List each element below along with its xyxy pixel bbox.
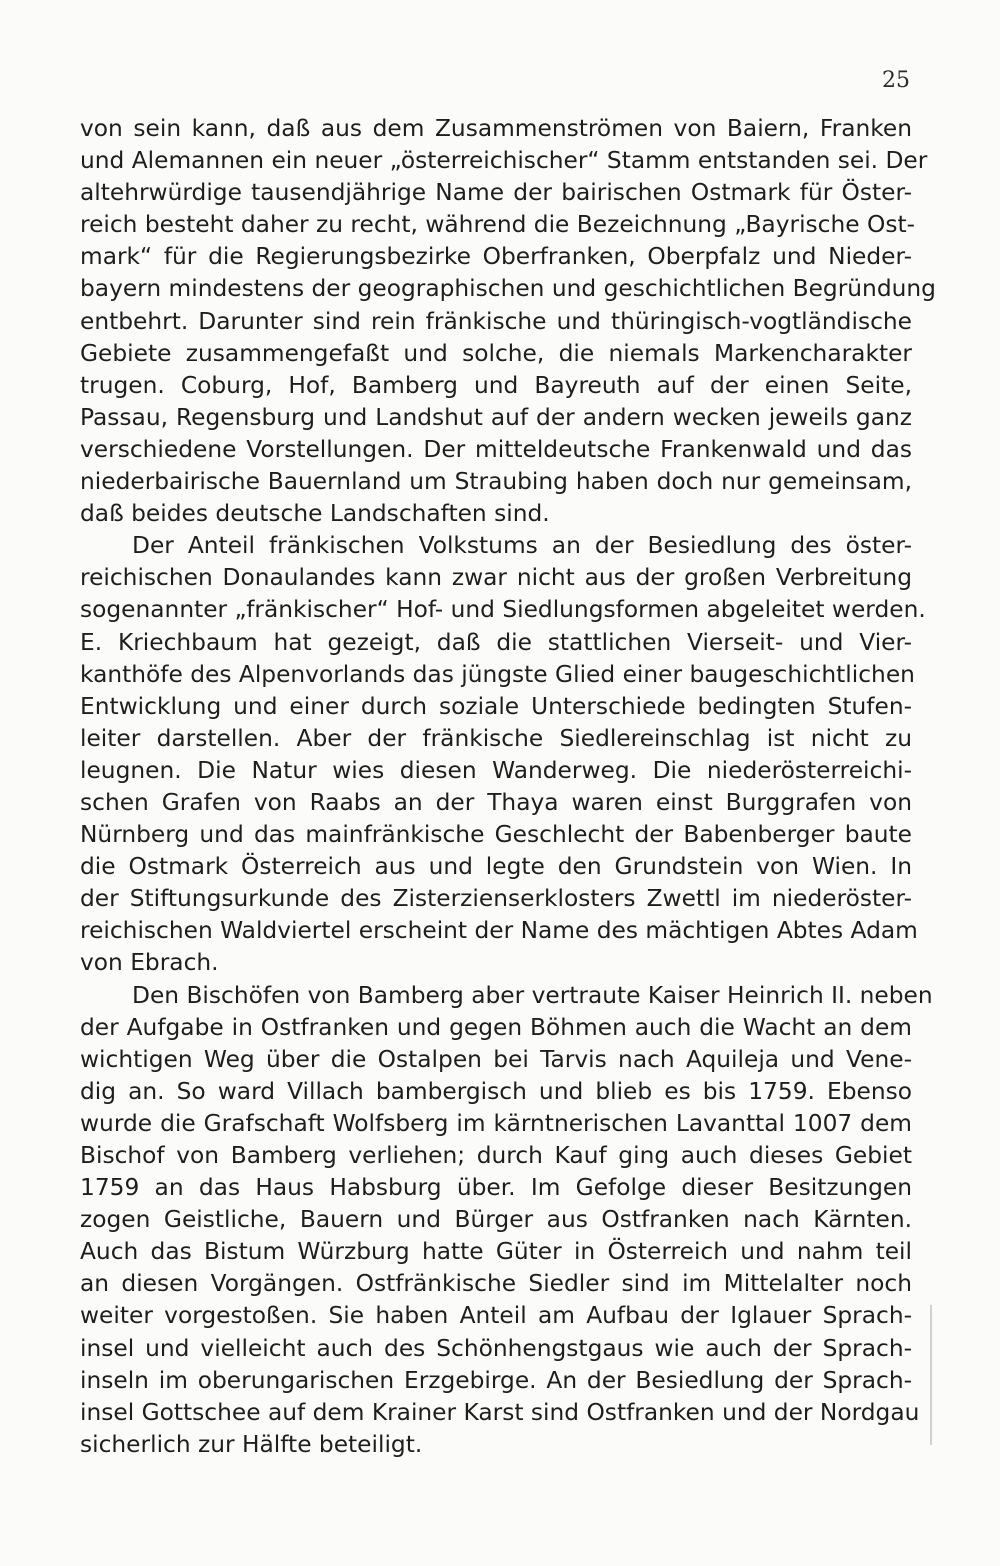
- text-line: sicherlich zur Hälfte beteiligt.: [80, 1430, 423, 1458]
- text-line: von Ebrach.: [80, 949, 219, 977]
- text-line: insel Gottschee auf dem Krainer Karst sind Ostfranken und der Nordgau: [80, 1398, 920, 1426]
- text-line: der Stiftungsurkunde des Zisterzienserklosters Zwettl im niederöster-: [80, 885, 912, 913]
- text-line: an diesen Vorgängen. Ostfränkische Siedler sind im Mittelalter noch: [80, 1270, 912, 1298]
- text-line: insel und vielleicht auch des Schönhengstgaus wie auch der Sprach-: [80, 1334, 912, 1362]
- text-line: E. Kriechbaum hat gezeigt, daß die stattlichen Vierseit- und Vier-: [80, 628, 912, 656]
- text-line: bayern mindestens der geographischen und geschichtlichen Begründung: [80, 275, 936, 303]
- text-line: reich besteht daher zu recht, während die Bezeichnung „Bayrische Ost-: [80, 211, 916, 239]
- text-line: 1759 an das Haus Habsburg über. Im Gefolge dieser Besitzungen: [80, 1174, 912, 1202]
- text-line: leugnen. Die Natur wies diesen Wanderweg. Die niederösterreichi-: [80, 756, 912, 784]
- text-line: Nürnberg und das mainfränkische Geschlecht der Babenberger baute: [80, 821, 912, 849]
- text-line: Passau, Regensburg und Landshut auf der andern wecken jeweils ganz: [80, 403, 912, 431]
- text-line: Der Anteil fränkischen Volkstums an der Besiedlung des öster-: [132, 532, 912, 560]
- text-line: entbehrt. Darunter sind rein fränkische und thüringisch-vogtländische: [80, 307, 912, 335]
- text-line: leiter darstellen. Aber der fränkische Siedlereinschlag ist nicht zu: [80, 724, 912, 752]
- text-line: Entwicklung und einer durch soziale Unterschiede bedingten Stufen-: [80, 692, 912, 720]
- paragraph-1: [80, 113, 936, 530]
- paragraph-2: [80, 530, 926, 979]
- text-line: inseln im oberungarischen Erzgebirge. An der Besiedlung der Sprach-: [80, 1366, 912, 1394]
- text-line: altehrwürdige tausendjährige Name der bairischen Ostmark für Öster-: [80, 179, 912, 207]
- text-line: verschiedene Vorstellungen. Der mitteldeutsche Frankenwald und das: [80, 435, 912, 463]
- page-number: 25: [882, 68, 910, 93]
- text-line: von sein kann, daß aus dem Zusammenströmen von Baiern, Franken: [80, 115, 912, 142]
- text-line: der Aufgabe in Ostfranken und gegen Böhmen auch die Wacht an dem: [80, 1013, 912, 1041]
- text-line: weiter vorgestoßen. Sie haben Anteil am Aufbau der Iglauer Sprach-: [80, 1302, 912, 1330]
- text-line: dig an. So ward Villach bambergisch und blieb es bis 1759. Ebenso: [80, 1077, 912, 1105]
- text-line: sogenannter „fränkischer“ Hof- und Siedlungsformen abgeleitet werden.: [80, 596, 926, 624]
- text-line: trugen. Coburg, Hof, Bamberg und Bayreuth auf der einen Seite,: [80, 371, 912, 399]
- margin-mark: [930, 1305, 932, 1445]
- text-line: und Alemannen ein neuer „österreichischer“ Stamm entstanden sei. Der: [80, 147, 928, 175]
- text-line: reichischen Donaulandes kann zwar nicht aus der großen Verbreitung: [80, 564, 912, 592]
- text-line: Gebiete zusammengefaßt und solche, die niemals Markencharakter: [80, 339, 912, 367]
- paragraph-3: [80, 980, 933, 1461]
- text-line: wichtigen Weg über die Ostalpen bei Tarvis nach Aquileja und Vene-: [80, 1045, 912, 1073]
- text-line: kanthöfe des Alpenvorlands das jüngste Glied einer baugeschichtlichen: [80, 660, 915, 688]
- text-line: mark“ für die Regierungsbezirke Oberfranken, Oberpfalz und Nieder-: [80, 243, 912, 271]
- body-text: [80, 113, 936, 1461]
- text-line: schen Grafen von Raabs an der Thaya waren einst Burggrafen von: [80, 788, 912, 816]
- text-line: die Ostmark Österreich aus und legte den Grundstein von Wien. In: [80, 853, 912, 881]
- text-line: Bischof von Bamberg verliehen; durch Kauf ging auch dieses Gebiet: [80, 1142, 912, 1169]
- text-line: zogen Geistliche, Bauern und Bürger aus Ostfranken nach Kärnten.: [80, 1206, 912, 1234]
- text-line: Den Bischöfen von Bamberg aber vertraute Kaiser Heinrich II. neben: [132, 981, 933, 1009]
- text-line: daß beides deutsche Landschaften sind.: [80, 500, 550, 528]
- text-line: wurde die Grafschaft Wolfsberg im kärntnerischen Lavanttal 1007 dem: [80, 1109, 912, 1137]
- text-line: niederbairische Bauernland um Straubing haben doch nur gemeinsam,: [80, 468, 912, 496]
- text-line: reichischen Waldviertel erscheint der Name des mächtigen Abtes Adam: [80, 917, 918, 945]
- text-line: Auch das Bistum Würzburg hatte Güter in Österreich und nahm teil: [80, 1238, 912, 1266]
